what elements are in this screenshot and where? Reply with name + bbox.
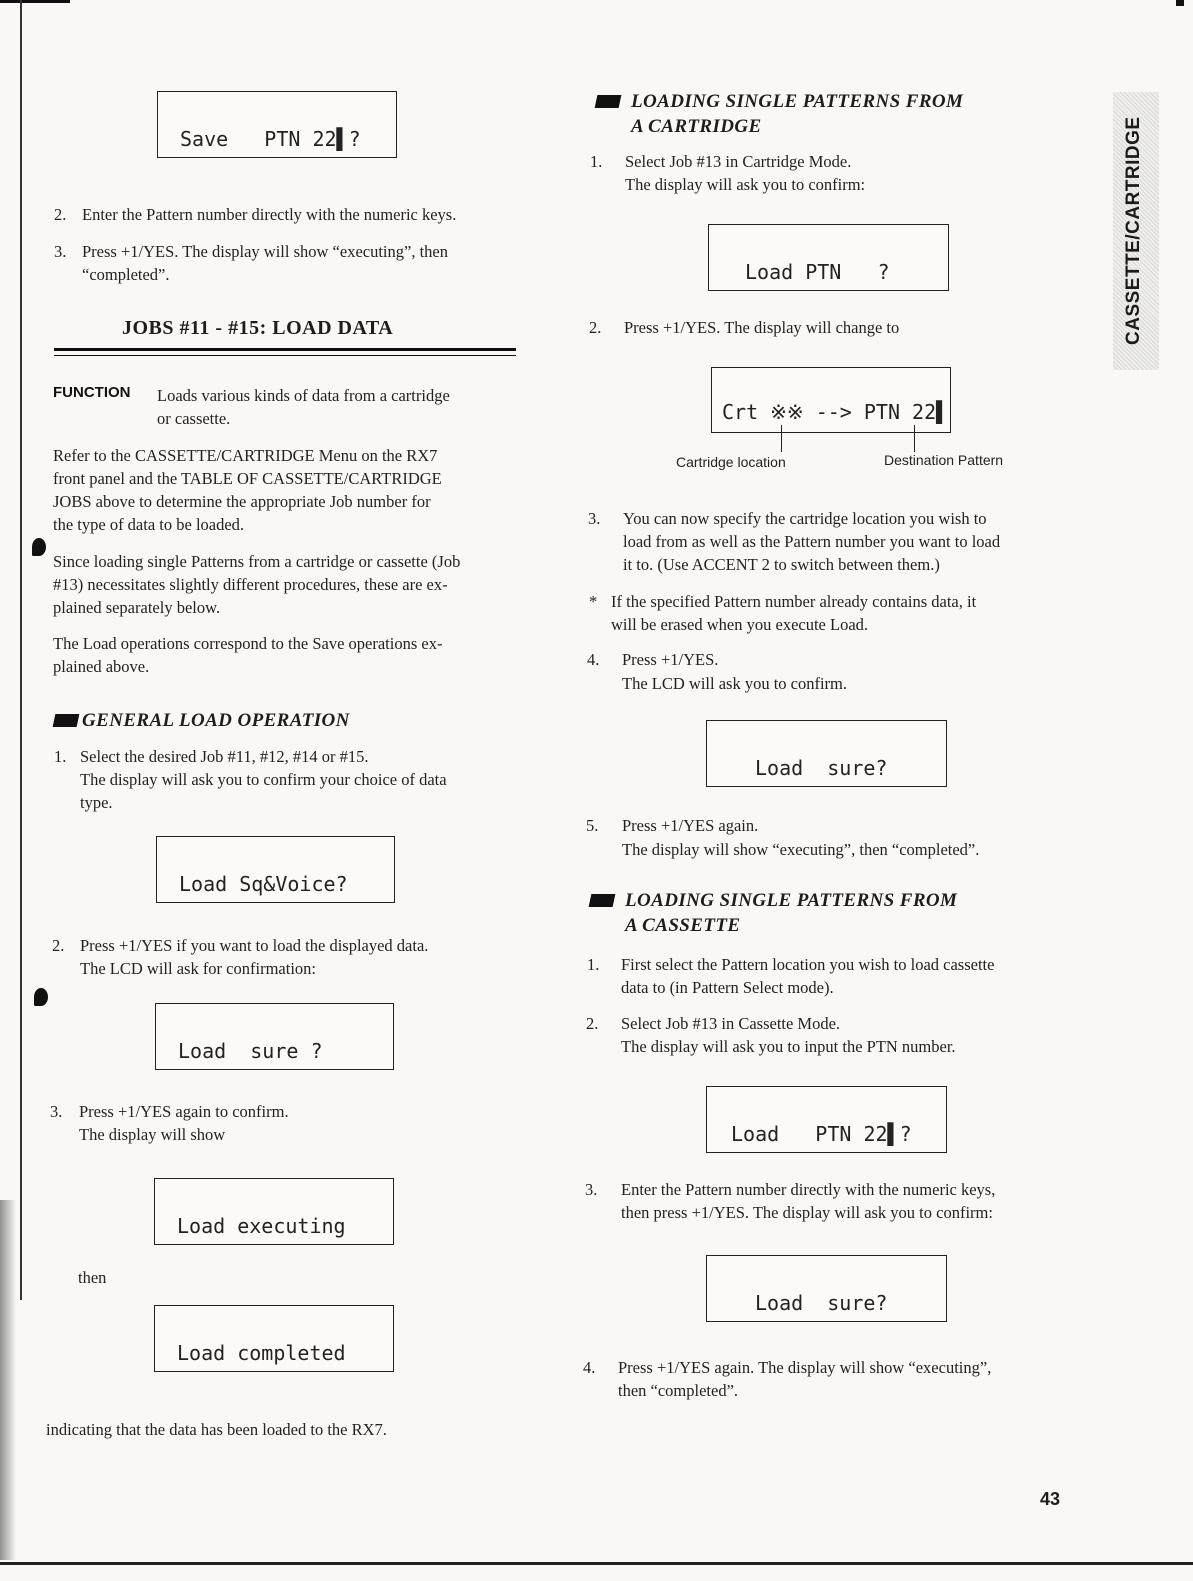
function-text: or cassette. <box>157 409 231 428</box>
step-text: “completed”. <box>82 265 170 284</box>
lcd-crt-ptn: Crt ※※ --> PTN 22▌ <box>711 367 951 433</box>
lcd-load-completed: Load completed <box>154 1305 394 1372</box>
lcd-load-sure: Load sure ? <box>155 1003 394 1070</box>
step-text: Select the desired Job #11, #12, #14 or #15. <box>80 747 369 766</box>
scan-left-margin-line <box>20 0 22 1300</box>
step-text: Press +1/YES if you want to load the displayed data. <box>80 936 429 955</box>
step-number: 2. <box>54 205 67 224</box>
step-text: Press +1/YES again. The display will show “executing”, <box>618 1358 992 1377</box>
general-load-heading: GENERAL LOAD OPERATION <box>82 710 350 731</box>
step-text: then “completed”. <box>618 1381 739 1400</box>
pointer-line <box>914 425 915 452</box>
lcd-load-sure: Load sure? <box>706 1255 947 1322</box>
function-label: FUNCTION <box>53 384 131 401</box>
step-number: 2. <box>589 318 602 337</box>
paragraph: front panel and the TABLE OF CASSETTE/CARTRIDGE <box>53 469 442 488</box>
step-text: Select Job #13 in Cartridge Mode. <box>625 152 852 171</box>
step-number: 3. <box>50 1102 63 1121</box>
step-text: The display will ask you to confirm: <box>625 175 866 194</box>
heading-square-icon <box>595 95 622 108</box>
step-text: The display will ask you to confirm your choice of data <box>80 770 447 789</box>
step-text: Press +1/YES again to confirm. <box>79 1102 289 1121</box>
note-text: will be erased when you execute Load. <box>611 615 869 634</box>
scan-shadow <box>0 1200 16 1560</box>
label-destination-pattern: Destination Pattern <box>884 452 1004 468</box>
step-number: 1. <box>587 955 600 974</box>
paragraph: The Load operations correspond to the Save operations ex- <box>53 634 443 653</box>
step-number: 2. <box>52 936 65 955</box>
scan-corner-line <box>0 0 70 3</box>
closing-text: indicating that the data has been loaded to the RX7. <box>46 1420 387 1439</box>
page-number: 43 <box>1040 1489 1061 1509</box>
lcd-save-ptn: Save PTN 22▌? <box>157 91 397 158</box>
step-number: 4. <box>583 1358 596 1377</box>
lcd-load-ptn: Load PTN ? <box>708 224 949 291</box>
step-number: 3. <box>54 242 67 261</box>
margin-mark-icon <box>34 988 48 1006</box>
step-text: Select Job #13 in Cassette Mode. <box>621 1014 841 1033</box>
paragraph: JOBS above to determine the appropriate Job number for <box>53 492 431 511</box>
step-text: The display will show <box>79 1125 226 1144</box>
step-number: 4. <box>587 650 600 669</box>
lcd-load-sq-voice: Load Sq&Voice? <box>156 836 395 903</box>
paragraph: plained separately below. <box>53 598 221 617</box>
step-text: The LCD will ask for confirmation: <box>80 959 316 978</box>
cassette-heading: LOADING SINGLE PATTERNS FROM <box>625 890 958 911</box>
label-cartridge-location: Cartridge location <box>676 454 786 470</box>
step-number: 5. <box>586 816 599 835</box>
step-number: 2. <box>586 1014 599 1033</box>
paragraph: plained above. <box>53 657 150 676</box>
step-text: then press +1/YES. The display will ask you to confirm: <box>621 1203 993 1222</box>
step-text: Press +1/YES again. <box>622 816 759 835</box>
step-text: it to. (Use ACCENT 2 to switch between them.) <box>623 555 940 574</box>
step-text: Press +1/YES. The display will show “executing”, then <box>82 242 448 261</box>
paragraph: the type of data to be loaded. <box>53 515 245 534</box>
step-text: First select the Pattern location you wish to load cassette <box>621 955 995 974</box>
side-tab-label: CASSETTE/CARTRIDGE <box>1123 116 1144 345</box>
lcd-load-executing: Load executing <box>154 1178 394 1245</box>
step-number: 3. <box>585 1180 598 1199</box>
step-text: Enter the Pattern number directly with the numeric keys. <box>82 205 457 224</box>
section-rule <box>54 355 516 356</box>
lcd-load-ptn-22: Load PTN 22▌? <box>706 1086 947 1153</box>
scan-bottom-line <box>0 1562 1193 1565</box>
step-number: 1. <box>590 152 603 171</box>
function-text: Loads various kinds of data from a cartridge <box>157 386 450 405</box>
step-text: data to (in Pattern Select mode). <box>621 978 834 997</box>
cassette-heading: A CASSETTE <box>625 915 741 936</box>
cartridge-heading: A CARTRIDGE <box>631 116 762 137</box>
heading-square-icon <box>53 714 80 727</box>
step-text: load from as well as the Pattern number you want to load <box>623 532 1001 551</box>
step-text: The display will ask you to input the PTN number. <box>621 1037 956 1056</box>
step-text: Enter the Pattern number directly with the numeric keys, <box>621 1180 996 1199</box>
step-text: Press +1/YES. The display will change to <box>624 318 900 337</box>
step-text: The display will show “executing”, then “completed”. <box>622 840 980 859</box>
pointer-line <box>781 425 782 452</box>
step-text: The LCD will ask you to confirm. <box>622 674 848 693</box>
note-asterisk: * <box>589 592 598 611</box>
scan-corner-mark <box>1176 0 1184 6</box>
note-text: If the specified Pattern number already contains data, it <box>611 592 977 611</box>
step-text: Press +1/YES. <box>622 650 719 669</box>
section-title: JOBS #11 - #15: LOAD DATA <box>122 317 394 339</box>
paragraph: Refer to the CASSETTE/CARTRIDGE Menu on the RX7 <box>53 446 438 465</box>
step-number: 1. <box>54 747 67 766</box>
lcd-load-sure: Load sure? <box>706 720 947 787</box>
section-rule <box>54 348 516 351</box>
step-text: You can now specify the cartridge location you wish to <box>623 509 987 528</box>
step-number: 3. <box>588 509 601 528</box>
margin-mark-icon <box>32 538 46 556</box>
then-text: then <box>78 1268 107 1287</box>
heading-square-icon <box>589 894 616 907</box>
step-text: type. <box>80 793 113 812</box>
paragraph: #13) necessitates slightly different procedures, these are ex- <box>53 575 448 594</box>
cartridge-heading: LOADING SINGLE PATTERNS FROM <box>631 91 964 112</box>
paragraph: Since loading single Patterns from a cartridge or cassette (Job <box>53 552 461 571</box>
